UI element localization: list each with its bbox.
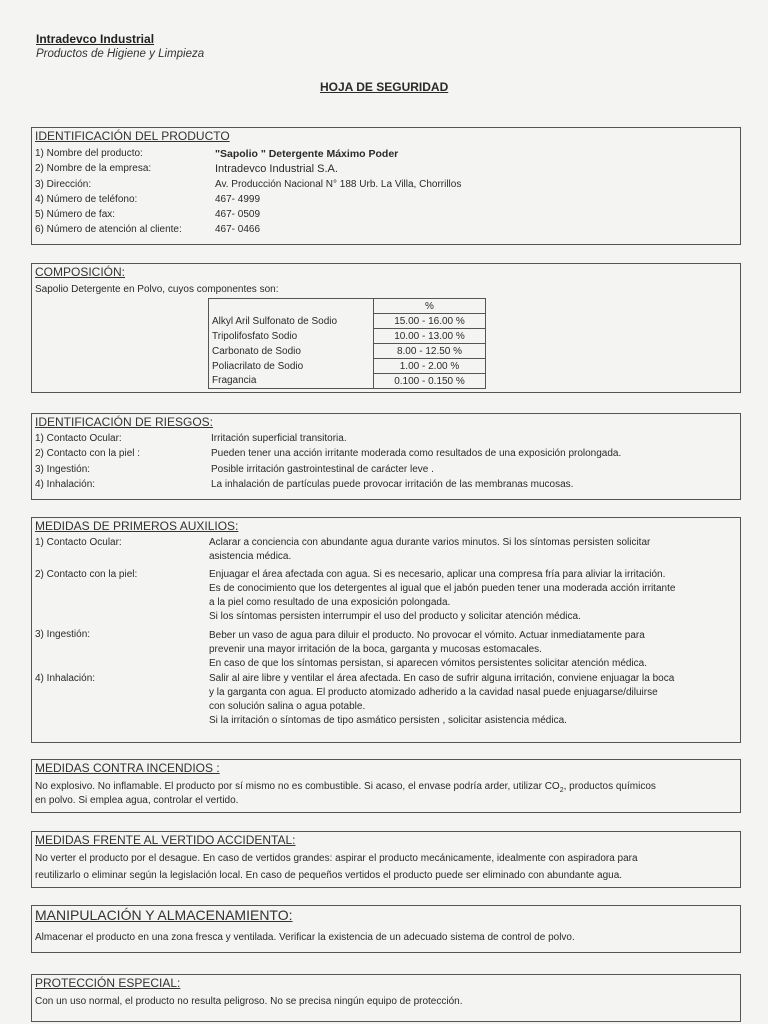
co2-subscript: 2 (559, 787, 564, 794)
section-identificacion (31, 127, 741, 245)
table-row (209, 329, 486, 344)
field-value: 467- 0509 (215, 209, 261, 220)
field-label: 4) Número de teléfono: (35, 194, 138, 205)
table-row (209, 359, 486, 374)
component-name: Tripolifosfato Sodio (209, 329, 374, 344)
aid-line: asistencia médica. (209, 551, 292, 562)
section-primeros-auxilios (31, 517, 741, 743)
risk-value: Posible irritación gastrointestinal de carácter leve . (211, 464, 434, 475)
field-label: 5) Número de fax: (35, 209, 116, 220)
aid-line: y la garganta con agua. El producto atomizado adherido a la cavidad nasal puede enjuagarse/diluirse (209, 687, 658, 698)
aid-label: 1) Contacto Ocular: (35, 537, 122, 548)
aid-text (209, 672, 674, 728)
aid-line: Beber un vaso de agua para diluir el producto. No provocar el vómito. Actuar inmediatamente para (209, 630, 645, 641)
section-title: PROTECCIÓN ESPECIAL: (35, 976, 181, 990)
aid-text (209, 536, 650, 564)
spill-text-line: No verter el producto por el desague. En caso de vertidos grandes: aspirar el producto mecánicamente, idealmente con aspiradora para (35, 853, 638, 864)
fire-text-line: en polvo. Si emplea agua, controlar el vertido. (35, 795, 239, 806)
section-manipulacion (31, 905, 741, 953)
component-percent: 1.00 - 2.00 % (374, 359, 486, 374)
aid-label: 2) Contacto con la piel: (35, 569, 138, 580)
field-label: 3) Dirección: (35, 179, 92, 190)
table-row (209, 314, 486, 329)
aid-line: Enjuagar el área afectada con agua. Si es necesario, aplicar una compresa fría para aliviar la irritación. (209, 569, 666, 580)
aid-line: Si la irritación o síntomas de tipo asmático persisten , solicitar asistencia médica. (209, 715, 567, 726)
risk-value: La inhalación de partículas puede provocar irritación de las membranas mucosas. (211, 479, 574, 490)
section-proteccion (31, 974, 741, 1022)
company-tagline: Productos de Higiene y Limpieza (36, 48, 205, 60)
risk-label: 4) Inhalación: (35, 479, 96, 490)
table-row (209, 344, 486, 359)
section-title: MEDIDAS DE PRIMEROS AUXILIOS: (35, 519, 239, 533)
section-title: IDENTIFICACIÓN DE RIESGOS: (35, 415, 214, 429)
spill-text-line: reutilizarlo o eliminar según la legislación local. En caso de pequeños vertidos el producto puede ser eliminado con abundante agua. (35, 870, 623, 881)
field-value: Av. Producción Nacional N° 188 Urb. La Villa, Chorrillos (215, 179, 462, 190)
fire-text: , productos químicos (563, 781, 656, 792)
company-name: Intradevco Industrial (36, 32, 155, 46)
aid-line: Aclarar a conciencia con abundante agua durante varios minutos. Si los síntomas persisten solicitar (209, 537, 651, 548)
aid-line: a la piel como resultado de una exposición polongada. (209, 597, 451, 608)
section-title: MEDIDAS CONTRA INCENDIOS : (35, 761, 220, 775)
protection-text: Con un uso normal, el producto no resulta peligroso. No se precisa ningún equipo de protección. (35, 996, 463, 1007)
aid-text (209, 629, 647, 671)
aid-line: Es de conocimiento que los detergentes al igual que el jabón pueden tener una moderada acción irritante (209, 583, 676, 594)
component-name: Carbonato de Sodio (209, 344, 374, 359)
field-value: Intradevco Industrial S.A. (215, 163, 338, 175)
table-header-empty (209, 299, 374, 314)
component-percent: 15.00 - 16.00 % (374, 314, 486, 329)
section-vertido (31, 831, 741, 888)
section-title: MANIPULACIÓN Y ALMACENAMIENTO: (35, 907, 293, 923)
field-value: 467- 0466 (215, 224, 261, 235)
field-label: 6) Número de atención al cliente: (35, 224, 182, 235)
section-title: COMPOSICIÓN: (35, 265, 126, 279)
risk-label: 3) Ingestión: (35, 464, 91, 475)
component-name: Alkyl Aril Sulfonato de Sodio (209, 314, 374, 329)
aid-line: En caso de que los síntomas persistan, si aparecen vómitos persistentes solicitar atención médica. (209, 658, 647, 669)
field-value: "Sapolio " Detergente Máximo Poder (215, 148, 399, 160)
table-header-percent: % (374, 299, 486, 314)
table-row (209, 374, 486, 389)
table-header-row (209, 299, 486, 314)
component-name: Poliacrilato de Sodio (209, 359, 374, 374)
risk-value: Pueden tener una acción irritante moderada como resultados de una exposición prolongada. (211, 448, 622, 459)
aid-label: 3) Ingestión: (35, 629, 91, 640)
section-incendios (31, 759, 741, 813)
storage-text: Almacenar el producto en una zona fresca y ventilada. Verificar la existencia de un adecuado sistema de control de polvo. (35, 932, 575, 943)
component-name: Fragancia (209, 374, 374, 389)
component-percent: 8.00 - 12.50 % (374, 344, 486, 359)
aid-label: 4) Inhalación: (35, 673, 96, 684)
field-label: 1) Nombre del producto: (35, 148, 143, 159)
aid-line: con solución salina o agua potable. (209, 701, 366, 712)
aid-line: Salir al aire libre y ventilar el área afectada. En caso de sufrir alguna irritación, conviene enjuagar la boca (209, 673, 675, 684)
component-percent: 10.00 - 13.00 % (374, 329, 486, 344)
document-title: HOJA DE SEGURIDAD (320, 80, 449, 94)
component-percent: 0.100 - 0.150 % (374, 374, 486, 389)
composition-table (208, 298, 486, 389)
section-composicion (31, 263, 741, 393)
composition-intro: Sapolio Detergente en Polvo, cuyos componentes son: (35, 284, 279, 295)
section-title: IDENTIFICACIÓN DEL PRODUCTO (35, 129, 230, 143)
risk-label: 1) Contacto Ocular: (35, 433, 122, 444)
field-label: 2) Nombre de la empresa: (35, 163, 152, 174)
section-riesgos (31, 413, 741, 500)
aid-line: prevenir una mayor irritación de la boca, garganta y mucosas estomacales. (209, 644, 542, 655)
risk-value: Irritación superficial transitoria. (211, 433, 347, 444)
risk-label: 2) Contacto con la piel : (35, 448, 141, 459)
field-value: 467- 4999 (215, 194, 261, 205)
aid-text (209, 568, 675, 624)
section-title: MEDIDAS FRENTE AL VERTIDO ACCIDENTAL: (35, 833, 296, 847)
aid-line: Si los síntomas persisten interrumpir el uso del producto y solicitar atención médica. (209, 611, 581, 622)
fire-text: No explosivo. No inflamable. El producto por sí mismo no es combustible. Si acaso, el envase podría arder, utilizar CO (35, 781, 560, 792)
